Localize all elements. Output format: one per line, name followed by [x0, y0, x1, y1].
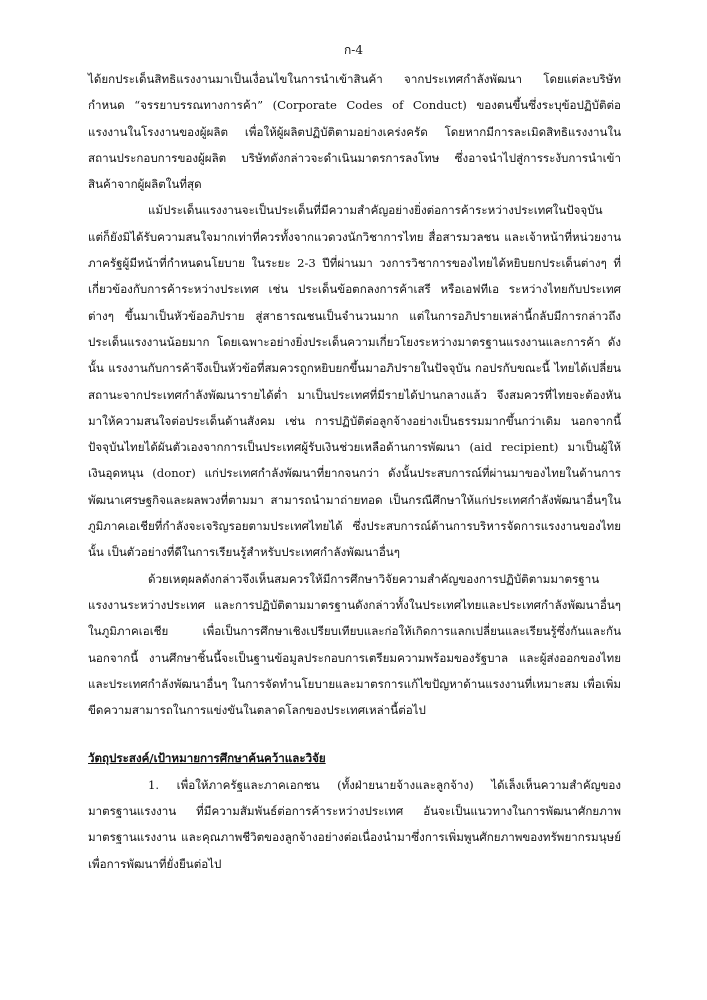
document-body	[88, 66, 621, 877]
paragraph-continuation: ได้ยกประเด็นสิทธิแรงงานมาเป็นเงื่อนไขในการนำเข้าสินค้า จากประเทศกำลังพัฒนา โดยแต่ละบริษัทกำหนด “จรรยาบรรณทางการค้า” (Corporate Codes of Conduct) ของตนขึ้นซึ่งระบุข้อปฏิบัติต่อแรงงานในโรงงานของผู้ผลิต เพื่อให้ผู้ผลิตปฏิบัติตามอย่างเคร่งครัด โดยหากมีการละเมิดสิทธิแรงงานในสถานประกอบการของผู้ผลิต บริษัทดังกล่าวจะดำเนินมาตรการลงโทษ ซึ่งอาจนำไปสู่การระงับการนำเข้าสินค้าจากผู้ผลิตในที่สุด	[88, 72, 621, 192]
objective-item: 1. เพื่อให้ภาครัฐและภาคเอกชน (ทั้งฝ่ายนายจ้างและลูกจ้าง) ได้เล็งเห็นความสำคัญของมาตรฐานแรงงาน ที่มีความสัมพันธ์ต่อการค้าระหว่างประเทศ อันจะเป็นแนวทางในการพัฒนาศักยภาพมาตรฐานแรงงาน และคุณภาพชีวิตของลูกจ้างอย่างต่อเนื่องนำมาซึ่งการเพิ่มพูนศักยภาพของทรัพยากรมนุษย์เพื่อการพัฒนาที่ยั่งยืนต่อไป	[88, 777, 621, 871]
paragraph-rationale: ด้วยเหตุผลดังกล่าวจึงเห็นสมควรให้มีการศึกษาวิจัยความสำคัญของการปฏิบัติตามมาตรฐานแรงงานระหว่างประเทศ และการปฏิบัติตามมาตรฐานดังกล่าวทั้งในประเทศไทยและประเทศกำลังพัฒนาอื่นๆ ในภูมิภาคเอเชีย เพื่อเป็นการศึกษาเชิงเปรียบเทียบและก่อให้เกิดการแลกเปลี่ยนและเรียนรู้ซึ่งกันและกัน นอกจากนี้ งานศึกษาชิ้นนี้จะเป็นฐานข้อมูลประกอบการเตรียมความพร้อมของรัฐบาล และผู้ส่งออกของไทย และประเทศกำลังพัฒนาอื่นๆ ในการจัดทำนโยบายและมาตรการแก้ไขปัญหาด้านแรงงานที่เหมาะสม เพื่อเพิ่มขีดความสามารถในการแข่งขันในตลาดโลกของประเทศเหล่านี้ต่อไป	[88, 571, 621, 718]
paragraph-labor-issue: แม้ประเด็นแรงงานจะเป็นประเด็นที่มีความสำคัญอย่างยิ่งต่อการค้าระหว่างประเทศในปัจจุบัน แต่ก็ยังมิได้รับความสนใจมากเท่าที่ควรทั้งจากแวดวงนักวิชาการไทย สื่อสารมวลชน และเจ้าหน้าที่หน่วยงานภาครัฐผู้มีหน้าที่กำหนดนโยบาย ในระยะ 2-3 ปีที่ผ่านมา วงการวิชาการของไทยได้หยิบยกประเด็นต่างๆ ที่เกี่ยวข้องกับการค้าระหว่างประเทศ เช่น ประเด็นข้อตกลงการค้าเสรี หรือเอฟทีเอ ระหว่างไทยกับประเทศต่างๆ ขึ้นมาเป็นหัวข้ออภิปราย สู่สาธารณชนเป็นจำนวนมาก แต่ในการอภิปรายเหล่านี้กลับมีการกล่าวถึงประเด็นแรงงานน้อยมาก โดยเฉพาะอย่างยิ่งประเด็นความเกี่ยวโยงระหว่างมาตรฐานแรงงานและการค้า ดังนั้น แรงงานกับการค้าจึงเป็นหัวข้อที่สมควรถูกหยิบยกขึ้นมาอภิปรายในปัจจุบัน กอปรกับขณะนี้ ไทยได้เปลี่ยนสถานะจากประเทศกำลังพัฒนารายได้ต่ำ มาเป็นประเทศที่มีรายได้ปานกลางแล้ว จึงสมควรที่ไทยจะต้องหันมาให้ความสนใจต่อประเด็นด้านสังคม เช่น การปฏิบัติต่อลูกจ้างอย่างเป็นธรรมมากขึ้นกว่าเดิม นอกจากนี้ปัจจุบันไทยได้ผันตัวเองจากการเป็นประเทศผู้รับเงินช่วยเหลือด้านการพัฒนา (aid recipient) มาเป็นผู้ให้เงินอุดหนุน (donor) แก่ประเทศกำลังพัฒนาที่ยากจนกว่า ดังนั้นประสบการณ์ที่ผ่านมาของไทยในด้านการพัฒนาเศรษฐกิจและผลพวงที่ตามมา สามารถนำมาถ่ายทอด เป็นกรณีศึกษาให้แก่ประเทศกำลังพัฒนาอื่นๆในภูมิภาคเอเชียที่กำลังจะเจริญรอยตามประเทศไทยได้ ซึ่งประสบการณ์ด้านการบริหารจัดการแรงงานของไทยนั้น เป็นตัวอย่างที่ดีในการเรียนรู้สำหรับประเทศกำลังพัฒนาอื่นๆ	[88, 203, 621, 560]
section-heading-objectives: วัตถุประสงค์/เป้าหมายการศึกษาค้นคว้าและวิจัย	[88, 751, 326, 766]
page-number: ก-4	[344, 43, 363, 57]
